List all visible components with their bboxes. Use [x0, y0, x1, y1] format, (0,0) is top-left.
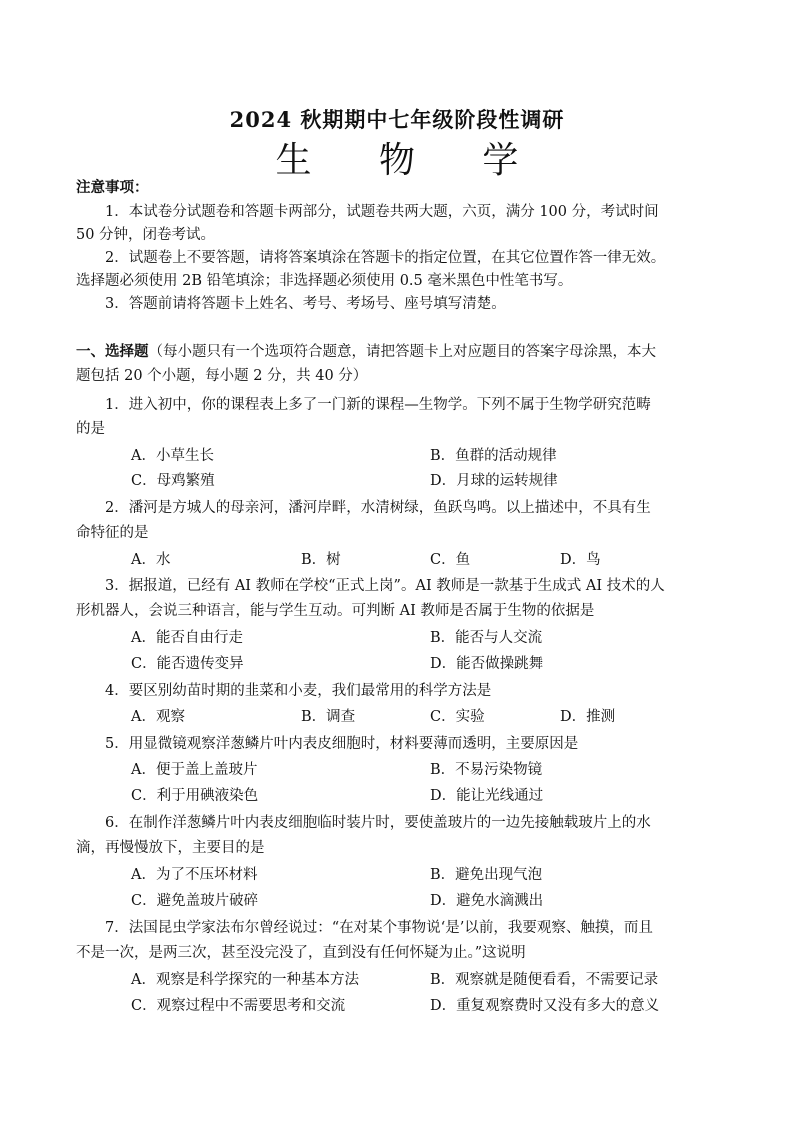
question-4-option-a: A．观察 [131, 709, 185, 725]
question-6-option-d: D．避免水滴溅出 [430, 893, 544, 909]
question-6-stem: 6．在制作洋葱鳞片叶内表皮细胞临时装片时，要使盖玻片的一边先接触载玻片上的水 [105, 815, 651, 831]
question-3-option-a: A．能否自由行走 [131, 630, 243, 646]
question-3-stem: 3．据报道，已经有 AI 教师在学校“正式上岗”。AI 教师是一款基于生成式 AI 技术的人 [105, 578, 665, 594]
question-7-option-a: A．观察是科学探究的一种基本方法 [131, 972, 359, 988]
question-4-option-d: D．推测 [560, 709, 616, 725]
question-3-option-c: C．能否遗传变异 [131, 656, 244, 672]
question-5-option-a: A．便于盖上盖玻片 [131, 762, 258, 778]
section-intro [76, 342, 656, 362]
section-instructions-cont: 题包括 20 个小题，每小题 2 分，共 40 分） [76, 368, 368, 384]
question-6-stem-cont: 滴，再慢慢放下，主要目的是 [76, 840, 265, 856]
question-6-option-a: A．为了不压坏材料 [131, 867, 258, 883]
question-6-option-c: C．避免盖玻片破碎 [131, 893, 259, 909]
question-2-option-a: A．水 [131, 552, 171, 568]
question-1-option-d: D．月球的运转规律 [430, 473, 558, 489]
section-instructions: （每小题只有一个选项符合题意，请把答题卡上对应题目的答案字母涂黑，本大 [148, 344, 656, 360]
notice-item-2: 2．试题卷上不要答题，请将答案填涂在答题卡的指定位置，在其它位置作答一律无效。 [105, 250, 666, 266]
notice-item-3: 3．答题前请将答题卡上姓名、考号、考场号、座号填写清楚。 [105, 296, 506, 312]
subject-title: 生 物 学 [275, 140, 547, 181]
question-2-option-d: D．鸟 [560, 552, 601, 568]
question-7-stem-cont: 不是一次，是两三次，甚至没完没了，直到没有任何怀疑为止。”这说明 [76, 945, 526, 961]
notice-item-2-cont: 选择题必须使用 2B 铅笔填涂；非选择题必须使用 0.5 毫米黑色中性笔书写。 [76, 273, 573, 289]
notice-item-1-cont: 50 分钟，闭卷考试。 [76, 227, 216, 243]
question-5-stem: 5．用显微镜观察洋葱鳞片叶内表皮细胞时，材料要薄而透明，主要原因是 [105, 736, 579, 752]
question-3-option-b: B．能否与人交流 [430, 630, 543, 646]
notice-item-1: 1．本试卷分试题卷和答题卡两部分，试题卷共两大题，六页，满分 100 分，考试时间 [105, 204, 659, 220]
question-4-stem: 4．要区别幼苗时期的韭菜和小麦，我们最常用的科学方法是 [105, 683, 492, 699]
question-5-option-d: D．能让光线通过 [430, 788, 544, 804]
question-6-option-b: B．避免出现气泡 [430, 867, 543, 883]
question-1-option-b: B．鱼群的活动规律 [430, 448, 557, 464]
question-5-option-b: B．不易污染物镜 [430, 762, 543, 778]
question-3-option-d: D．能否做操跳舞 [430, 656, 544, 672]
question-4-option-b: B．调查 [301, 709, 356, 725]
question-1-option-c: C．母鸡繁殖 [131, 473, 215, 489]
question-2-option-b: B．树 [301, 552, 341, 568]
question-2-stem: 2．潘河是方城人的母亲河，潘河岸畔，水清树绿，鱼跃鸟鸣。以上描述中，不具有生 [105, 500, 651, 516]
question-1-stem-cont: 的是 [76, 421, 105, 437]
question-7-option-b: B．观察就是随便看看，不需要记录 [430, 972, 659, 988]
section-heading: 一、选择题 [76, 344, 149, 360]
question-7-stem: 7．法国昆虫学家法布尔曾经说过：“在对某个事物说‘是’以前，我要观察、触摸，而且 [105, 920, 653, 936]
question-1-stem: 1．进入初中，你的课程表上多了一门新的课程—生物学。下列不属于生物学研究范畴 [105, 397, 651, 413]
question-7-option-d: D．重复观察费时又没有多大的意义 [430, 998, 660, 1014]
question-2-stem-cont: 命特征的是 [76, 525, 149, 541]
question-2-option-c: C．鱼 [430, 552, 471, 568]
question-1-option-a: A．小草生长 [131, 448, 214, 464]
question-5-option-c: C．利于用碘液染色 [131, 788, 259, 804]
question-3-stem-cont: 形机器人，会说三种语言，能与学生互动。可判断 AI 教师是否属于生物的依据是 [76, 603, 595, 619]
notice-heading: 注意事项： [76, 180, 149, 196]
question-7-option-c: C．观察过程中不需要思考和交流 [131, 998, 346, 1014]
question-4-option-c: C．实验 [430, 709, 485, 725]
exam-title: 2024 秋期期中七年级阶段性调研 [229, 107, 565, 132]
